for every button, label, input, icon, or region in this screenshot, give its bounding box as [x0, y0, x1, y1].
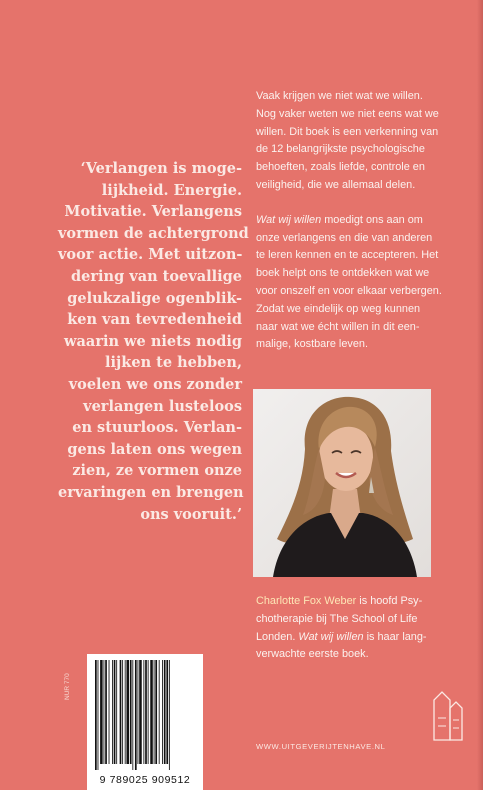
blurb-paragraph-2: Wat wij willen moedigt ons aan om onze verlangens en die van anderen te leren kennen en te accepteren. Het boek helpt ons te ontdekken wat we voor onszelf en voor elkaar verbergen. Zodat we eindelijk op weg kunnen naar wat we écht willen in dit een- malige, kostbare leven.: [256, 212, 466, 354]
quote-line: ons vooruit.’: [140, 505, 242, 523]
quote-line: gelukzalige ogenblik-: [67, 289, 242, 307]
barcode-bar: [154, 660, 155, 764]
quote-line: waarin we niets nodig: [64, 332, 242, 350]
barcode-bar: [155, 660, 157, 764]
barcode-bar: [114, 660, 116, 764]
blurb-line: naar wat we écht willen in dit een-: [256, 320, 420, 333]
barcode-bar: [112, 660, 113, 764]
blurb-line: willen. Dit boek is een verkenning van: [256, 125, 439, 138]
quote-line: ervaringen en brengen: [58, 483, 244, 501]
blurb-line: te leren kennen en te accepteren. Het: [256, 249, 439, 262]
barcode-bar: [169, 660, 170, 770]
barcode-bar: [148, 660, 149, 764]
quote-line: ‘Verlangen is moge-: [80, 160, 242, 177]
barcode-bar: [143, 660, 144, 764]
barcode-bar: [95, 660, 97, 770]
quote-line: en stuurloos. Verlan-: [72, 419, 242, 437]
barcode-bar: [126, 660, 129, 764]
barcode-bar: [105, 660, 107, 764]
barcode-bar: [135, 660, 137, 770]
barcode-bar: [166, 660, 168, 764]
blurb: [256, 88, 466, 354]
barcode-bar: [100, 660, 103, 764]
blurb-line: Vaak krijgen we niet wat we willen.: [256, 90, 423, 102]
barcode-bar: [130, 660, 132, 764]
barcode-bar: [104, 660, 105, 764]
blurb-line: Zodat we eindelijk op weg kunnen: [256, 302, 421, 315]
blurb-paragraph-1: [256, 88, 466, 195]
pull-quote: [58, 158, 249, 525]
blurb-line: de 12 belangrijkste psychologische: [256, 143, 425, 156]
quote-line: ken van tevredenheid: [67, 311, 242, 329]
quote-line: verlangen lusteloos: [83, 397, 242, 415]
publisher-website[interactable]: WWW.UITGEVERIJTENHAVE.NL: [256, 742, 386, 751]
book-title: Wat wij willen: [256, 213, 322, 226]
quote-line: voelen we ons zonder: [68, 375, 242, 393]
barcode-bar: [120, 660, 122, 764]
barcode-bar: [116, 660, 117, 764]
publisher-logo-icon: [432, 690, 464, 742]
quote-line: voor actie. Met uitzon-: [58, 246, 243, 264]
barcode-bar: [125, 660, 126, 764]
barcode-bar: [150, 660, 153, 764]
barcode-bar: [132, 660, 133, 770]
blurb-line: malige, kostbare leven.: [256, 338, 368, 351]
blurb-line: onze verlangens en die van anderen: [256, 231, 433, 244]
blurb-line: behoeften, zoals liefde, controle en: [256, 161, 425, 174]
barcode-bar: [159, 660, 160, 764]
blurb-line: boek helpt ons te ontdekken wat we: [256, 267, 430, 280]
quote-line: dering van toevallige: [71, 267, 242, 285]
blurb-line: veiligheid, die we allemaal delen.: [256, 178, 416, 191]
spine-shadow: [477, 0, 483, 800]
quote-line: lijken te hebben,: [105, 354, 242, 372]
barcode-bar: [109, 660, 110, 764]
barcode-bar: [98, 660, 99, 770]
barcode-bar: [162, 660, 163, 764]
author-photo: [253, 389, 431, 577]
quote-line: zien, ze vormen onze: [72, 462, 242, 480]
author-name: Charlotte Fox Weber: [256, 595, 357, 607]
barcode-bars: [95, 660, 195, 770]
page-margin: [0, 790, 498, 800]
barcode-bar: [145, 660, 147, 764]
barcode-bar: [164, 660, 166, 764]
barcode-bar: [122, 660, 123, 764]
quote-line: vormen de achtergrond: [58, 224, 249, 242]
barcode: [87, 654, 203, 790]
blurb-line: voor onszelf en voor elkaar verbergen.: [256, 284, 442, 297]
author-bio: Charlotte Fox Weber is hoofd Psy- chotherapie bij The School of Life Londen. Wat wij willen is haar lang- verwachte eerste boek.: [256, 595, 427, 661]
nur-code: NUR 770: [64, 673, 71, 700]
blurb-line: Nog vaker weten we niet eens wat we: [256, 107, 439, 120]
isbn-number: 9 789025 909512: [99, 774, 191, 786]
barcode-bar: [139, 660, 142, 764]
quote-line: gens laten ons wegen: [67, 440, 242, 458]
quote-line: Motivatie. Verlangens: [64, 203, 242, 221]
barcode-bar: [138, 660, 139, 764]
quote-line: lijkheid. Energie.: [101, 181, 242, 199]
